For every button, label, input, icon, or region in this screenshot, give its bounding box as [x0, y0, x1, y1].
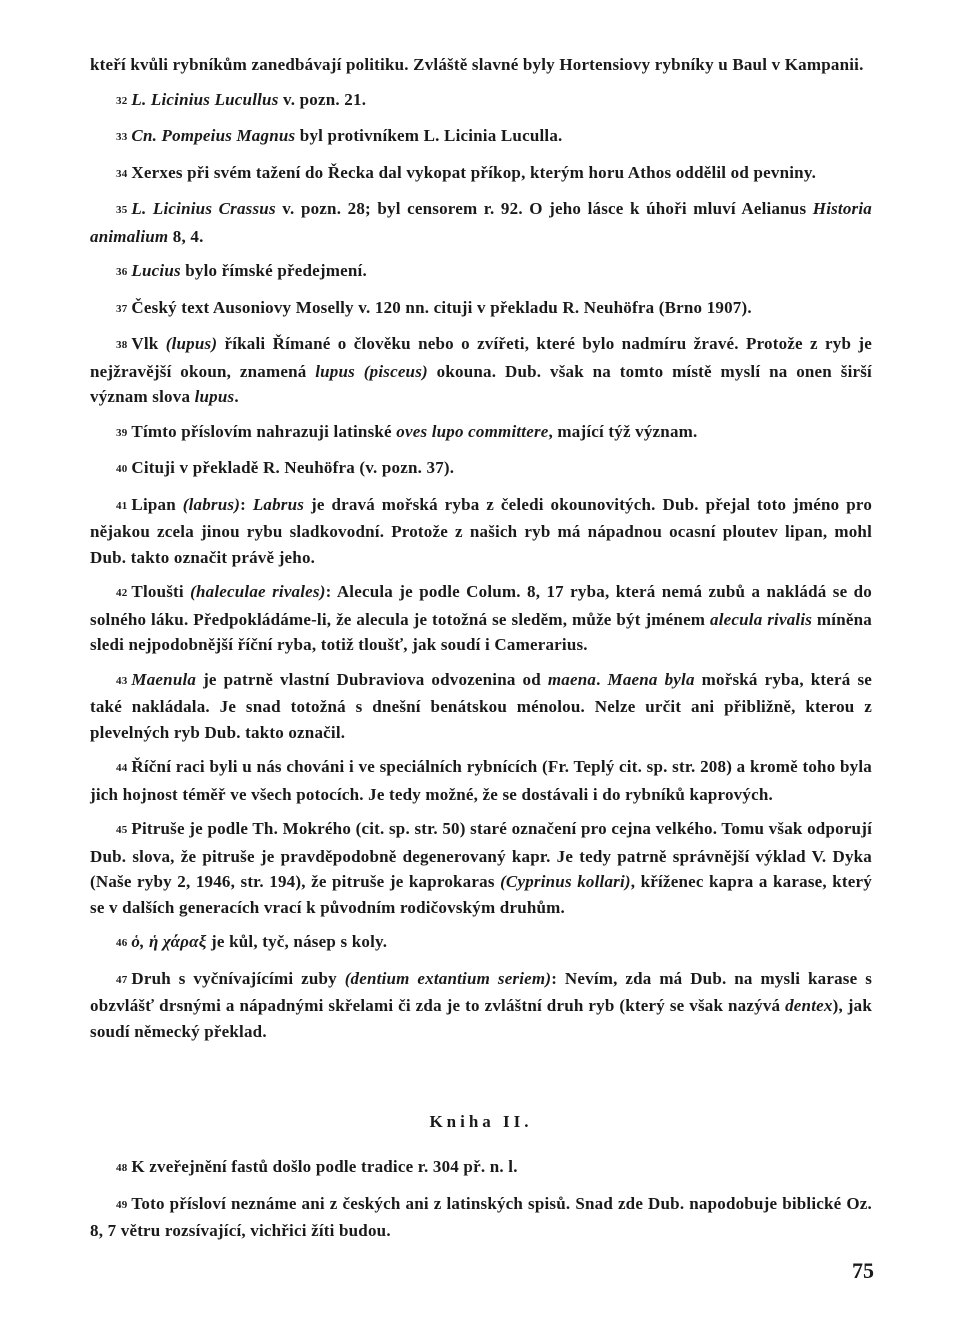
footnote-text: Cn. Pompeius Magnus byl protivníkem L. Licinia Luculla.	[131, 126, 563, 145]
footnote-37	[90, 295, 872, 323]
footnote-text: Pitruše je podle Th. Mokrého (cit. sp. str. 50) staré označení pro cejna velkého. Tomu však odporují Dub. slova, že pitruše je pravděpodobně degenerovaný kapr. Je tedy patrně správnější výklad V. Dyka (Naše ryby 2, 1946, str. 194), že pitruše je kaprokaras (Cyprinus kollari), kříženec kapra a karase, který se v dalších generacích vrací k původním rodičovským druhům.	[90, 819, 872, 917]
footnote-text: L. Licinius Lucullus v. pozn. 21.	[131, 89, 367, 109]
footnote-text: Vlk (lupus) říkali Římané o člověku nebo o zvířeti, které bylo nadmíru žravé. Protože z ryb je nejžravější okoun, znamená lupus (pisceus) okouna. Dub. však na tomto místě myslí na onen širší význam slova lupus.	[90, 334, 872, 406]
footnote-text: Tloušti (haleculae rivales): Alecula je podle Colum. 8, 17 ryba, která nemá zubů a nakládá se do solného láku. Předpokládáme-li, že alecula je totožná se sleděm, může být jménem alecula rivalis míněna sledi nejpodobnější říční ryba, totiž tloušť, jak soudí i Camerarius.	[90, 582, 872, 654]
footnote-47	[90, 966, 872, 1045]
footnote-45	[90, 816, 872, 920]
footnote-number: 39	[116, 426, 128, 439]
footnote-number: 40	[116, 463, 128, 475]
footnote-number: 37	[116, 302, 128, 315]
footnote-text: kteří kvůli rybníkům zanedbávají politiku. Zvláště slavné byly Hortensiovy rybníky u Baul v Kampanii.	[90, 55, 864, 74]
footnote-text: ὁ, ἡ χάραξ je kůl, tyč, násep s koly.	[131, 932, 388, 951]
notes-top	[90, 52, 872, 1044]
footnote-38	[90, 331, 872, 410]
footnote-number: 44	[116, 762, 128, 774]
footnote-number: 45	[116, 824, 128, 836]
footnote-text: L. Licinius Crassus v. pozn. 28; byl censorem r. 92. O jeho lásce k úhoři mluví Aelianus Historia animalium 8, 4.	[90, 199, 872, 246]
footnote-number: 35	[116, 204, 128, 216]
footnote-number: 33	[116, 131, 128, 143]
footnote-text: Cituji v překladě R. Neuhöfra (v. pozn. 37).	[131, 458, 455, 477]
footnote-number: 42	[116, 587, 128, 599]
footnote-43	[90, 667, 872, 746]
footnote-number: 49	[116, 1198, 128, 1211]
footnote-33	[90, 123, 872, 151]
footnote-42	[90, 579, 872, 658]
footnote-40	[90, 455, 872, 483]
section-heading: Kniha II.	[429, 1112, 533, 1131]
footnote-46	[90, 929, 872, 957]
footnote-34	[90, 160, 872, 188]
footnote-49	[90, 1191, 872, 1244]
footnote-48	[90, 1154, 872, 1182]
footnote-text: Říční raci byli u nás chováni i ve speciálních rybnících (Fr. Teplý cit. sp. str. 208) a kromě toho byla jich hojnost téměř ve všech potocích. Je tedy možné, že se dostávali i do rybníků kaprových.	[90, 757, 872, 804]
footnote-number: 47	[116, 973, 128, 986]
footnote-number: 48	[116, 1162, 128, 1174]
footnote-32	[90, 87, 872, 115]
footnote-text: Druh s vyčnívajícími zuby (dentium extantium seriem): Nevím, zda má Dub. na mysli karase s obzvlášť drsnými a nápadnými skřelami či zda je to zvláštní druh ryb (který se však nazývá dentex), jak soudí německý překlad.	[90, 968, 873, 1041]
footnote-39	[90, 419, 872, 447]
footnote-text: K zveřejnění fastů došlo podle tradice r. 304 př. n. l.	[131, 1157, 518, 1176]
footnote-number: 38	[116, 339, 128, 351]
footnote-35	[90, 196, 872, 249]
footnote-44	[90, 754, 872, 807]
footnote-number: 46	[116, 937, 128, 949]
notes-bottom	[90, 1154, 872, 1244]
footnote-text: Lucius bylo římské předejmení.	[131, 261, 367, 280]
footnote-36	[90, 258, 872, 286]
footnote-text: Tímto příslovím nahrazuji latinské oves lupo committere, mající týž význam.	[131, 421, 698, 441]
footnote-text: Xerxes při svém tažení do Řecka dal vykopat příkop, kterým horu Athos oddělil od pevniny.	[131, 162, 817, 182]
footnote-text: Maenula je patrně vlastní Dubraviova odvozenina od maena. Maena byla mořská ryba, která se také nakládala. Je snad totožná s dnešní benátskou ménolou. Nelze určit ani přibližně, kterou z plevelných ryb Dub. takto označil.	[90, 669, 873, 742]
footnote-number: 32	[116, 94, 128, 107]
footnote-continuation	[90, 52, 872, 78]
footnote-41	[90, 492, 872, 571]
footnote-text: Lipan (labrus): Labrus je dravá mořská ryba z čeledi okounovitých. Dub. přejal toto jméno pro nějakou zcela jinou rybu sladkovodní. Protože z našich ryb má nápadnou ocasní ploutev lipan, mohl Dub. takto označit právě jeho.	[90, 494, 873, 567]
footnote-text: Český text Ausoniovy Moselly v. 120 nn. cituji v překladu R. Neuhöfra (Brno 1907).	[131, 297, 752, 317]
page-number: 75	[852, 1258, 874, 1283]
footnote-number: 36	[116, 266, 128, 278]
footnote-number: 41	[116, 499, 128, 512]
footnote-number: 34	[116, 167, 128, 180]
footnote-text: Toto přísloví neznáme ani z českých ani z latinských spisů. Snad zde Dub. napodobuje biblické Oz. 8, 7 větru rozsívající, vichřici žíti budou.	[90, 1193, 872, 1240]
footnote-number: 43	[116, 674, 128, 687]
